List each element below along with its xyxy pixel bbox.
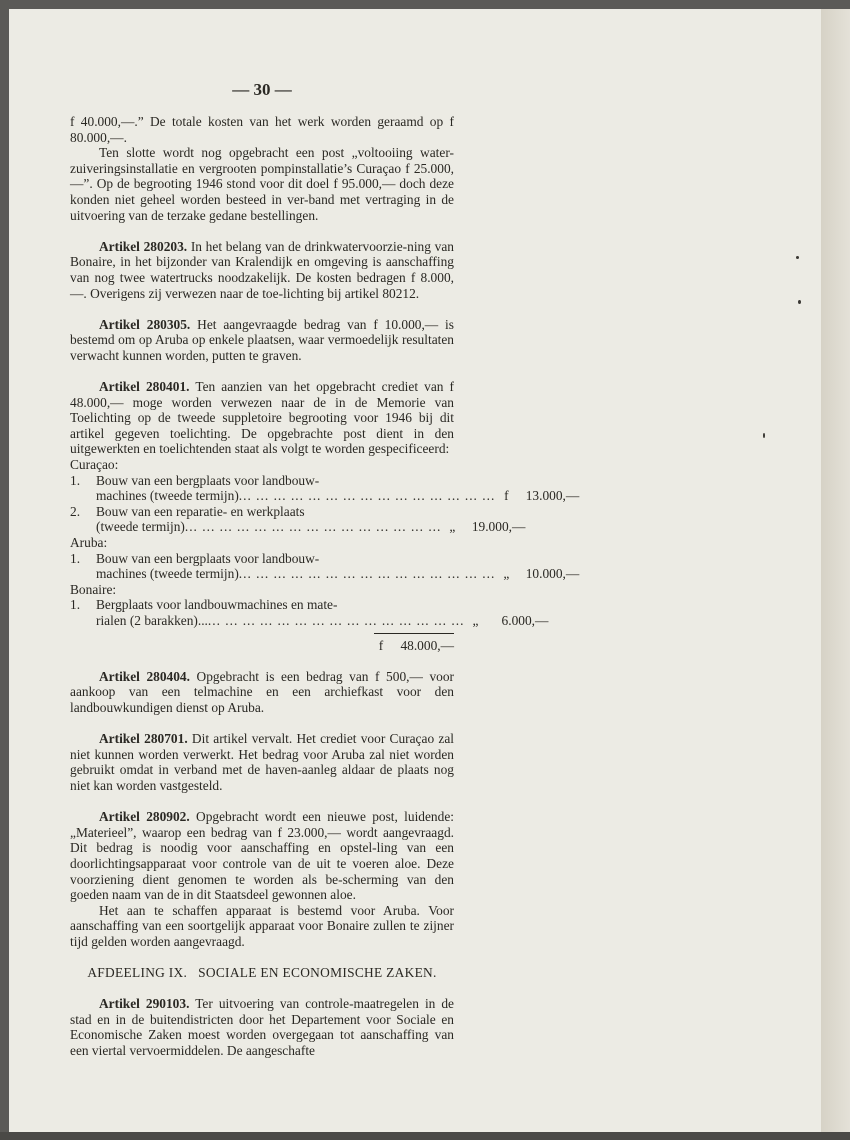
item-desc-cont: machines (tweede termijn) [96, 488, 239, 504]
total-row [70, 638, 454, 654]
item-desc-cont: (tweede termijn) [96, 519, 185, 535]
scan-border [0, 1132, 850, 1140]
total-currency: f [378, 637, 384, 653]
article-290103 [70, 996, 454, 1058]
spec-item [70, 597, 549, 628]
region-label-bonaire: Bonaire: [70, 581, 117, 597]
article-label: Artikel 280404. [99, 668, 190, 684]
page-number: — 30 — [232, 80, 292, 99]
item-amount: 6.000,— [501, 613, 549, 628]
item-desc: Bouw van een bergplaats voor landbouw- [96, 472, 320, 488]
article-text: Opgebracht is een bedrag van f 500,— voor aankoop van een telmachine en een archiefkast voor den landbouwkundigen dienst op Aruba. [70, 668, 454, 715]
article-280902-cont: Het aan te schaffen apparaat is bestemd voor Aruba. Voor aanschaffing van een soortgelijk apparaat voor Bonaire zullen te zijner tijd gelden worden aangevraagd. [70, 902, 454, 949]
article-text: Opgebracht wordt een nieuwe post, luidende: „Materieel”, waarop een bedrag van f 23.000,— wordt aangevraagd. Dit bedrag is noodig voor aanschaffing en opstel-ling van een doorlichtingsapparaat voor controle van de uit te voeren aloe. Deze voorziening dient genomen te worden als be-scherming van den goeden naam van de in dit Staatsdeel gewonnen aloe. [70, 809, 454, 903]
spec-item [70, 550, 580, 582]
article-280305 [70, 317, 454, 364]
item-desc-cont: rialen (2 barakken)... [96, 613, 208, 628]
item-desc: Bouw van een bergplaats voor landbouw- [96, 550, 320, 566]
item-number: 1. [70, 597, 81, 613]
item-currency: f [504, 488, 509, 504]
spec-item [70, 472, 580, 504]
article-280701 [70, 731, 454, 793]
intro-paragraph: Ten slotte wordt nog opgebracht een post „voltooiing water-zuiveringsinstallatie en vergrooten pompinstallatie’s Curaçao f 25.000,—”. Op de begrooting 1946 stond voor dit doel f 95.000,— doch deze konden niet geheel worden besteed in ver-band met vertraging in de uitvoering van de terzake gedane bestellingen. [70, 145, 454, 223]
article-label: Artikel 290103. [99, 996, 190, 1012]
article-280401 [70, 379, 454, 457]
item-desc: Bouw van een reparatie- en werkplaats [96, 503, 305, 519]
item-number: 2. [70, 503, 81, 519]
item-currency: „ [503, 566, 510, 582]
scan-speck [796, 256, 799, 259]
article-text: Ter uitvoering van controle-maatregelen in de stad en in de buitendistricten door het Departement voor Sociale en Economische Zaken moest worden overgegaan tot aanschaffing van een viertal vervoermiddelen. De aangeschafte [70, 996, 454, 1059]
item-desc-cont: machines (tweede termijn) [96, 566, 239, 582]
item-desc: Bergplaats voor landbouwmachines en mate- [96, 597, 338, 613]
item-amount: 13.000,— [525, 488, 580, 504]
item-currency: „ [472, 613, 479, 628]
scan-speck [798, 300, 801, 304]
page-edge [821, 9, 850, 1132]
article-text: Dit artikel vervalt. Het crediet voor Curaçao zal niet kunnen worden verwerkt. Het bedrag voor Aruba zal niet worden gebruikt omdat in verband met de haven-aanleg aldaar de plaats nog niet kan worden vastgesteld. [70, 731, 454, 793]
article-label: Artikel 280203. [99, 238, 188, 254]
item-currency: „ [449, 519, 456, 535]
document-body [70, 114, 580, 1059]
intro-line: f 40.000,—.” De totale kosten van het werk worden geraamd op f 80.000,—. [70, 114, 454, 145]
section-heading: AFDEELING IX. SOCIALE EN ECONOMISCHE ZAKEN. [87, 965, 437, 981]
article-label: Artikel 280305. [99, 316, 191, 332]
total-amount: 48.000,— [400, 637, 454, 653]
article-280404 [70, 669, 454, 716]
article-text: In het belang van de drinkwatervoorzie-ning van Bonaire, in het bijzonder van Kralendijk en omgeving is aanschaffing van nog twee watertrucks noodzakelijk. De kosten bedragen f 8.000,—. Overigens zij verwezen naar de toe-lichting bij artikel 80212. [70, 238, 454, 301]
article-text: Ten aanzien van het opgebracht crediet van f 48.000,— moge worden verwezen naar de in de Memorie van Toelichting op de tweede suppletoire begrooting voor 1946 bij dit artikel gegeven toelichting. De opgebrachte post dient in den uitgewerkten en toelichtenden staat als volgt te worden gespecificeerd: [70, 379, 454, 457]
item-amount: 19.000,— [471, 519, 526, 535]
article-label: Artikel 280701. [99, 731, 188, 747]
scan-speck [763, 433, 765, 438]
spec-item [70, 503, 526, 535]
item-number: 1. [70, 550, 81, 566]
region-label-curacao: Curaçao: [70, 457, 119, 473]
total-rule [374, 633, 454, 634]
item-amount: 10.000,— [525, 566, 580, 582]
specification-list [70, 457, 580, 653]
region-label-aruba: Aruba: [70, 535, 108, 551]
article-label: Artikel 280902. [99, 809, 190, 825]
article-text: Het aangevraagde bedrag van f 10.000,— is bestemd om op Aruba op enkele plaatsen, waar vermoedelijk resultaten verwacht kunnen worden, putten te graven. [70, 316, 454, 363]
item-number: 1. [70, 472, 81, 488]
article-280902 [70, 809, 454, 903]
article-280203 [70, 239, 454, 301]
article-label: Artikel 280401. [99, 379, 190, 395]
